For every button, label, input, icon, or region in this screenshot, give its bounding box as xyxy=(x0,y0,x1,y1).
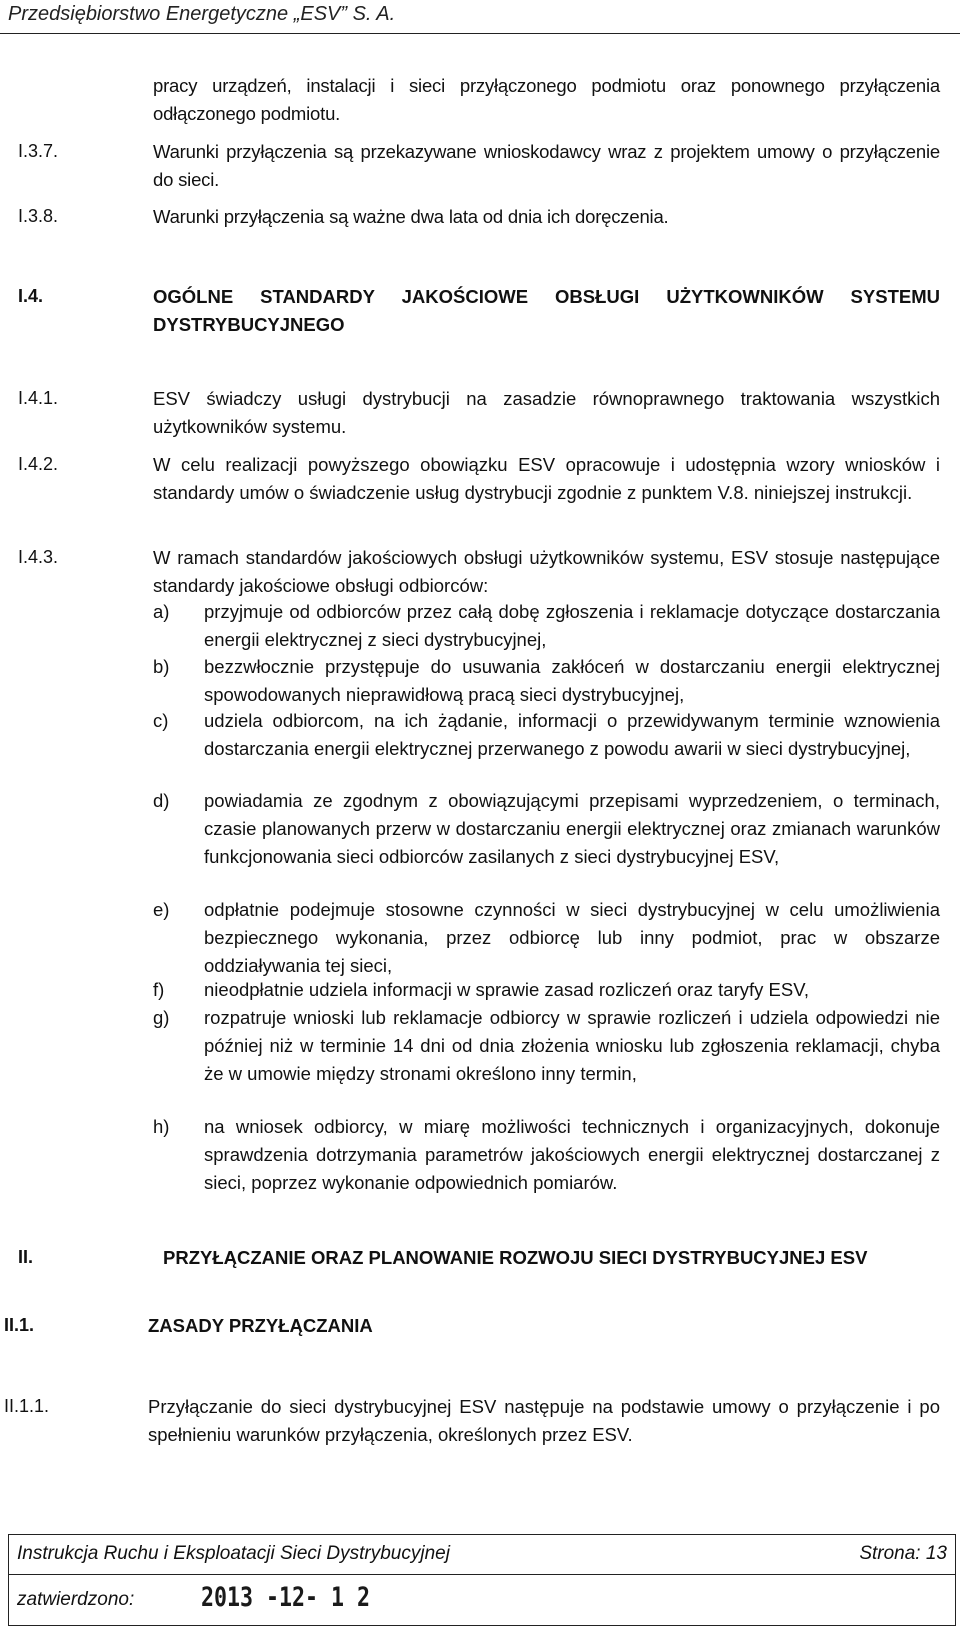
list-text: nieodpłatnie udziela informacji w sprawie zasad rozliczeń oraz taryfy ESV, xyxy=(204,979,809,1000)
section-text: Przyłączanie do sieci dystrybucyjnej ESV następuje na podstawie umowy o przyłączenie i po spełnieniu warunków przyłączenia, określonych przez ESV. xyxy=(148,1396,940,1445)
section-number: I.3.8. xyxy=(18,206,59,226)
list-label: f) xyxy=(153,979,165,1000)
approval-date-stamp: 2013 -12- 1 2 xyxy=(201,1582,371,1613)
paragraph-text: pracy urządzeń, instalacji i sieci przyłączonego podmiotu oraz ponownego przyłączenia odłączonego podmiotu. xyxy=(153,75,940,124)
company-name: Przedsiębiorstwo Energetyczne „ESV” S. A. xyxy=(8,3,396,25)
page-header xyxy=(0,0,960,34)
list-text: na wniosek odbiorcy, w miarę możliwości technicznych i organizacyjnych, dokonuje sprawdzenia dotrzymania parametrów jakościowych energii elektrycznej dostarczanej z sieci, poprzez wykonanie odpowiednich pomiarów. xyxy=(204,1116,940,1193)
section-text: W ramach standardów jakościowych obsługi użytkowników systemu, ESV stosuje następujące standardy jakościowe obsługi odbiorców: xyxy=(153,547,940,596)
list-label: a) xyxy=(153,601,170,622)
list-label: e) xyxy=(153,899,170,920)
section-text: Warunki przyłączenia są przekazywane wnioskodawcy wraz z projektem umowy o przyłączenie do sieci. xyxy=(153,141,940,190)
list-text: odpłatnie podejmuje stosowne czynności w sieci dystrybucyjnej w celu umożliwienia bezpiecznego wykonania, przez odbiorcę lub inny podmiot, prac w obszarze oddziaływania tej sieci, xyxy=(204,899,940,976)
section-number: II. xyxy=(18,1247,34,1267)
section-number: II.1.1. xyxy=(4,1396,50,1416)
list-label: b) xyxy=(153,656,170,677)
list-text: udziela odbiorcom, na ich żądanie, informacji o przewidywanym terminie wznowienia dostarczania energii elektrycznej przerwanego z powodu awarii w sieci dystrybucyjnej, xyxy=(204,710,940,759)
section-text: W celu realizacji powyższego obowiązku ESV opracowuje i udostępnia wzory wniosków i standardy umów o świadczenie usług dystrybucji zgodnie z punktem V.8. niniejszej instrukcji. xyxy=(153,454,940,503)
section-text: Warunki przyłączenia są ważne dwa lata od dnia ich doręczenia. xyxy=(153,206,669,227)
section-text: ESV świadczy usługi dystrybucji na zasadzie równoprawnego traktowania wszystkich użytkowników systemu. xyxy=(153,388,940,437)
section-heading: PRZYŁĄCZANIE ORAZ PLANOWANIE ROZWOJU SIECI DYSTRYBUCYJNEJ ESV xyxy=(163,1247,868,1268)
section-number: I.4.2. xyxy=(18,454,59,474)
list-label: h) xyxy=(153,1116,170,1137)
page-number: Strona: 13 xyxy=(859,1543,947,1564)
document-title: Instrukcja Ruchu i Eksploatacji Sieci Dystrybucyjnej xyxy=(17,1543,450,1564)
approved-label: zatwierdzono: xyxy=(17,1589,135,1610)
page-footer xyxy=(8,1534,956,1626)
section-number: I.4.1. xyxy=(18,388,59,408)
section-number: I.4.3. xyxy=(18,547,59,567)
list-label: d) xyxy=(153,790,170,811)
section-heading: OGÓLNE STANDARDY JAKOŚCIOWE OBSŁUGI UŻYTKOWNIKÓW SYSTEMU DYSTRYBUCYJNEGO xyxy=(153,286,940,335)
list-text: rozpatruje wnioski lub reklamacje odbiorcy w sprawie rozliczeń i udziela odpowiedzi nie później niż w terminie 14 dni od dnia złożenia wniosku lub zgłoszenia reklamacji, chyba że w umowie między stronami określono inny termin, xyxy=(204,1007,940,1084)
footer-top-row xyxy=(9,1535,955,1575)
section-number: II.1. xyxy=(4,1315,35,1335)
list-label: c) xyxy=(153,710,169,731)
section-heading: ZASADY PRZYŁĄCZANIA xyxy=(148,1315,373,1336)
list-text: bezzwłocznie przystępuje do usuwania zakłóceń w dostarczaniu energii elektrycznej spowodowanych nieprawidłową pracą sieci dystrybucyjnej, xyxy=(204,656,940,705)
section-number: I.4. xyxy=(18,286,44,306)
list-label: g) xyxy=(153,1007,170,1028)
list-text: przyjmuje od odbiorców przez całą dobę zgłoszenia i reklamacje dotyczące dostarczania energii elektrycznej z sieci dystrybucyjnej, xyxy=(204,601,940,650)
section-number: I.3.7. xyxy=(18,141,59,161)
list-text: powiadamia ze zgodnym z obowiązującymi przepisami wyprzedzeniem, o terminach, czasie planowanych przerw w dostarczaniu energii elektrycznej oraz zmianach warunków funkcjonowania sieci odbiorców zasilanych z sieci dystrybucyjnej ESV, xyxy=(204,790,940,867)
